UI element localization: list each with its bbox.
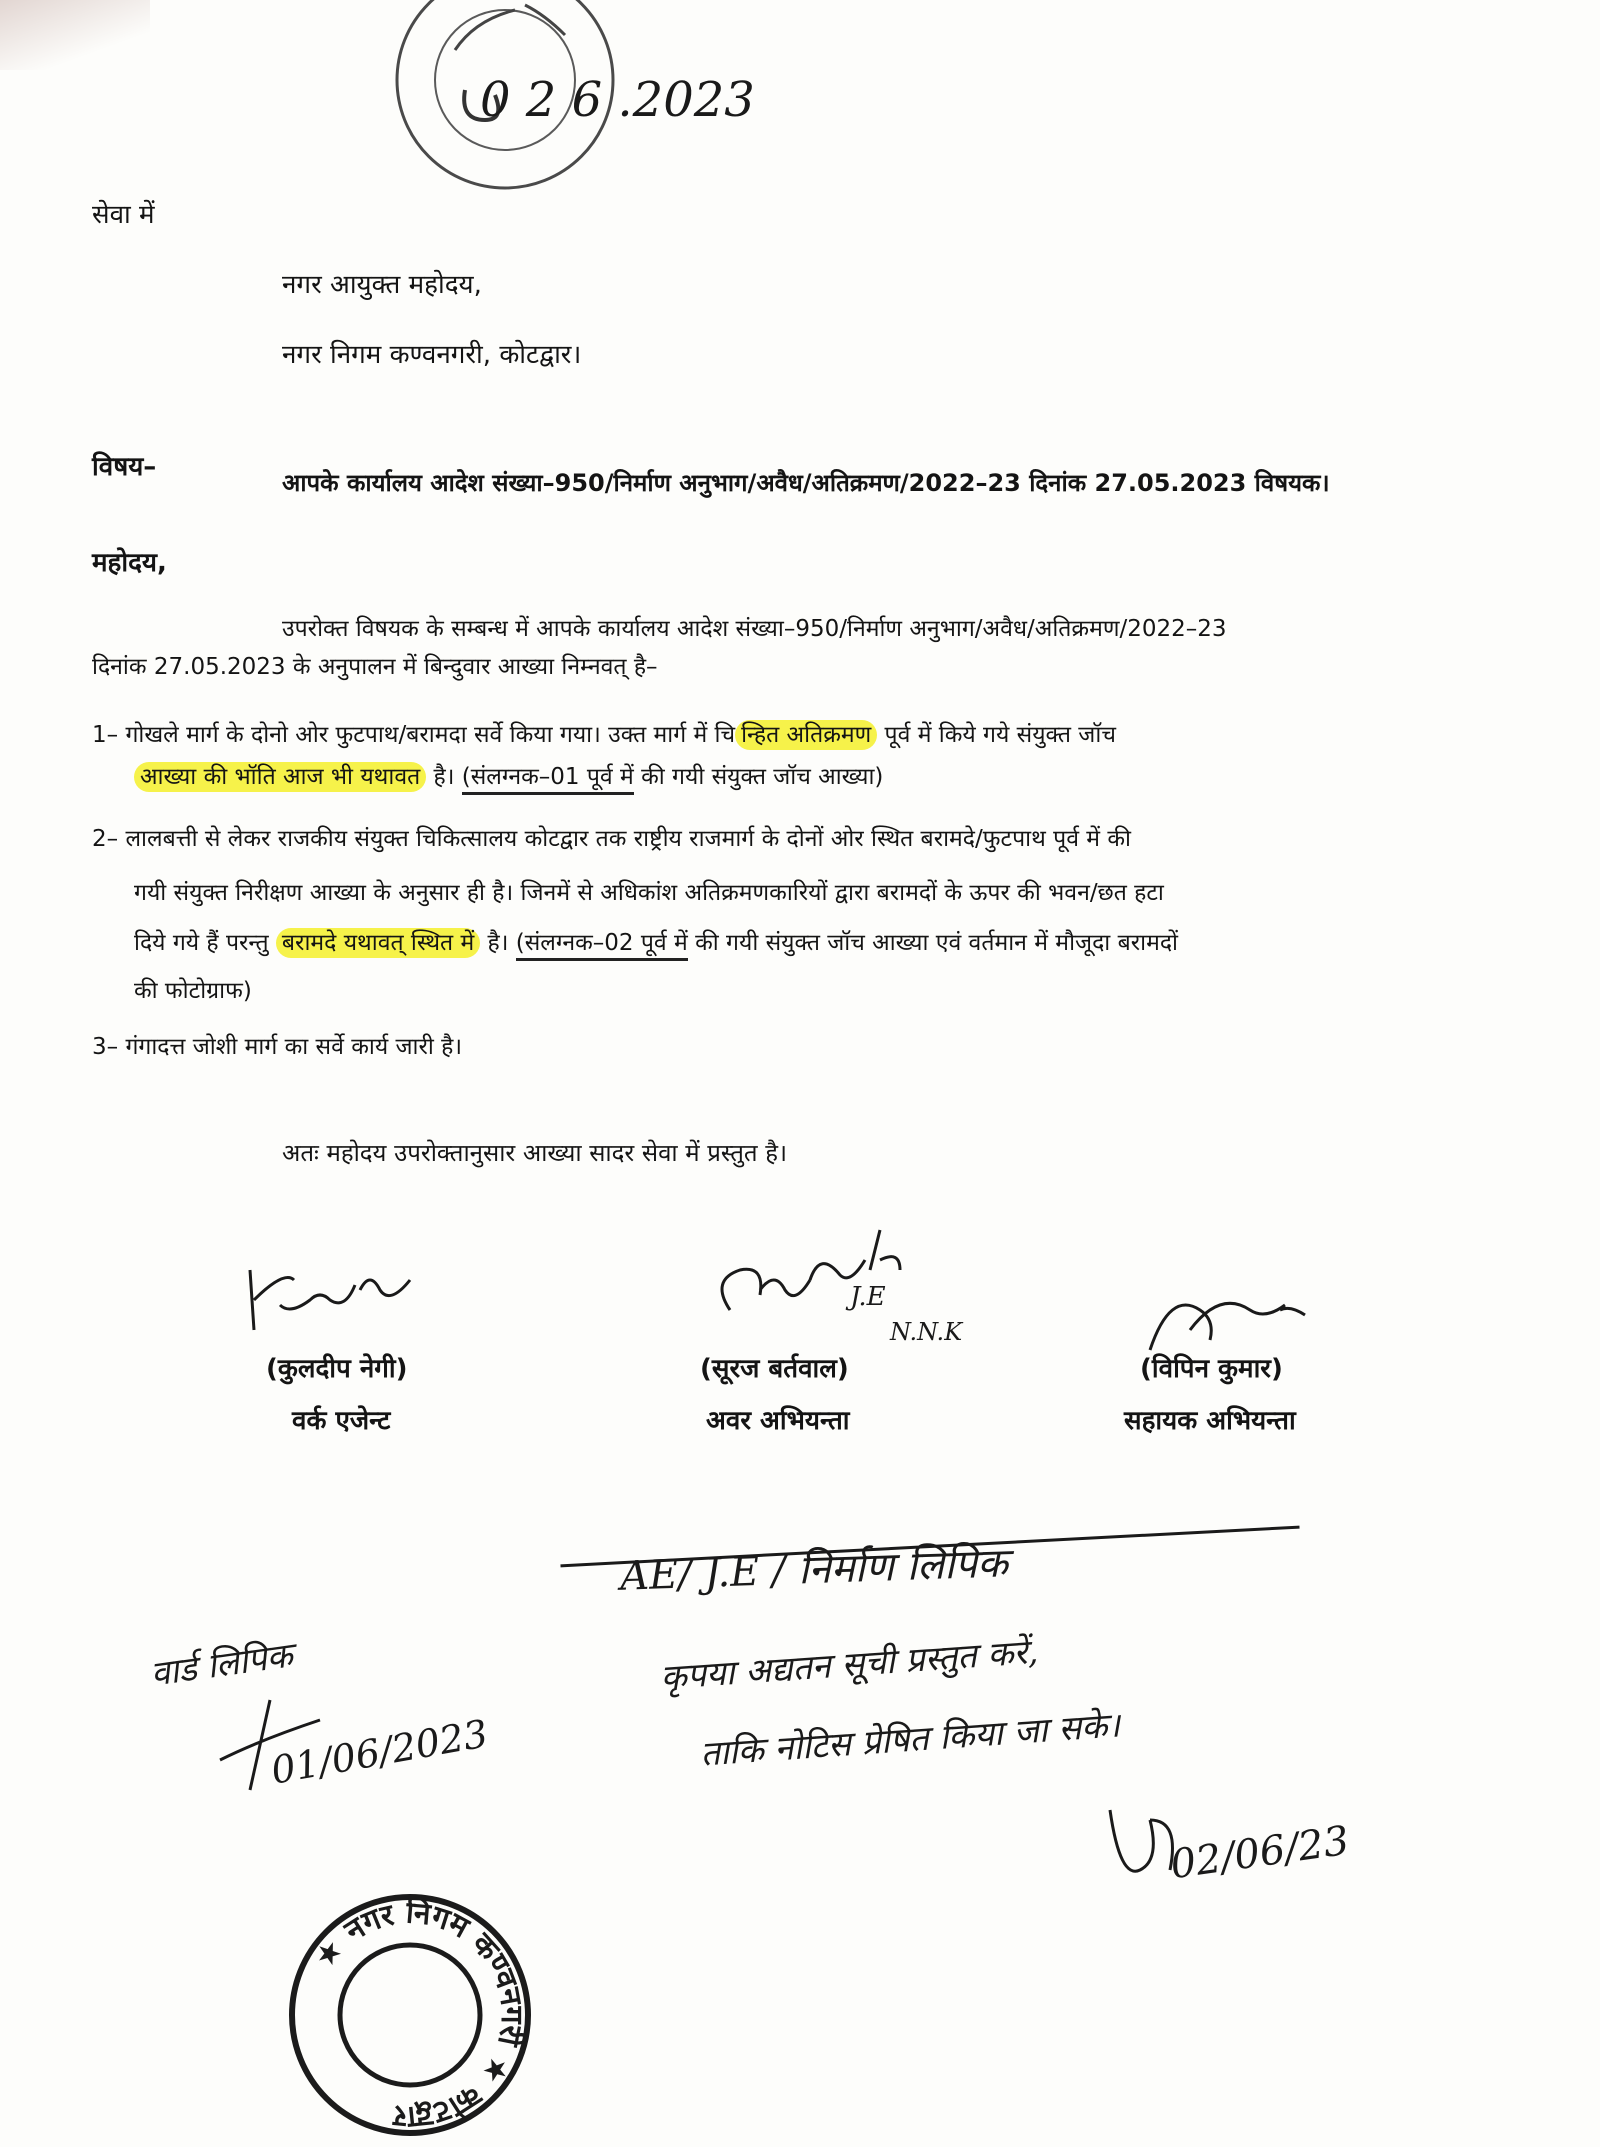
handwritten-ward-clerk: वार्ड लिपिक [148,1635,296,1695]
signatory-1-designation: वर्क एजेन्ट [292,1406,391,1436]
highlight-verandah-status: बरामदे यथावत् स्थित में [276,928,480,958]
signatory-2-designation: अवर अभियन्ता [706,1406,850,1436]
intro-line2: दिनांक 27.05.2023 के अनुपालन में बिन्दुवार आख्या निम्नवत् है– [92,654,658,680]
point-1-text-d: की गयी संयुक्त जॉच आख्या) [633,764,884,790]
annotation-nnk: N.N.K [890,1318,963,1346]
point-2-text-b: है। [480,930,516,956]
annexure-02-ref: (संलग्नक–02 पूर्व में [516,930,688,961]
highlight-status-unchanged: आख्या की भॉति आज भी यथावत [134,762,426,792]
annexure-01-ref: (संलग्नक–01 पूर्व में [462,764,634,795]
signature-kuldeep [240,1250,440,1340]
stamp-ring-text: ★ नगर निगम कण्वनगरी ★ कोटद्वार [307,1895,530,2135]
handwritten-addressees: AE/ J.E / निर्माण लिपिक [619,1540,1009,1600]
received-date: 0 2 6 .2023 [480,72,755,128]
point-2-line2: गयी संयुक्त निरीक्षण आख्या के अनुसार ही है। जिनमें से अधिकांश अतिक्रमणकारियों द्वारा बरामदों के ऊपर की भवन/छत हटा [134,880,1164,906]
subject-label: विषय– [92,452,157,482]
signature-vipin [1140,1270,1340,1360]
highlight-encroachment: न्हित अतिक्रमण [735,720,877,750]
recipient-line1: नगर आयुक्त महोदय, [282,270,482,300]
signatory-1-name: (कुलदीप नेगी) [266,1354,408,1384]
point-2-line3 [134,926,1178,960]
handwritten-instruction-2: ताकि नोटिस प्रेषित किया जा सके। [699,1705,1122,1775]
point-3: 3– गंगादत्त जोशी मार्ग का सर्वे कार्य जारी है। [92,1034,463,1060]
point-1-text-a: 1– गोखले मार्ग के दोनो ओर फुटपाथ/बरामदा सर्वे किया गया। उक्त मार्ग में चि [92,722,736,748]
point-2-line4: की फोटोग्राफ) [134,978,252,1004]
closing-line: अतः महोदय उपरोक्तानुसार आख्या सादर सेवा में प्रस्तुत है। [282,1139,788,1167]
point-1-line1 [92,718,1116,752]
signatory-3-name: (विपिन कुमार) [1140,1354,1283,1384]
intro-line1: उपरोक्त विषयक के सम्बन्ध में आपके कार्यालय आदेश संख्या–950/निर्माण अनुभाग/अवैध/अतिक्रमण/2022–23 [282,616,1227,642]
point-2-line1: 2– लालबत्ती से लेकर राजकीय संयुक्त चिकित्सालय कोटद्वार तक राष्ट्रीय राजमार्ग के दोनों ओर स्थित बरामदे/फुटपाथ पूर्व में की [92,826,1131,852]
subject-text: आपके कार्यालय आदेश संख्या–950/निर्माण अनुभाग/अवैध/अतिक्रमण/2022–23 दिनांक 27.05.2023 विषयक। [282,469,1330,497]
point-2-text-a: दिये गये हैं परन्तु [134,930,276,956]
page-shadow [0,0,150,70]
point-1-line2 [134,760,883,794]
salutation: सेवा में [92,200,155,230]
signatory-3-designation: सहायक अभियन्ता [1124,1406,1296,1436]
annotation-je: J.E [850,1282,886,1312]
point-1-text-b: पूर्व में किये गये संयुक्त जॉच [877,722,1116,748]
handwritten-right-date: 02/06/23 [1167,1817,1352,1889]
municipal-corporation-stamp [285,1890,535,2140]
greeting: महोदय, [92,548,167,578]
point-1-text-c: है। [426,764,462,790]
recipient-line2: नगर निगम कण्वनगरी, कोटद्वार। [282,340,582,370]
signatory-2-name: (सूरज बर्तवाल) [700,1354,849,1384]
handwritten-left-date: 01/06/2023 [267,1711,492,1793]
point-2-text-c: की गयी संयुक्त जॉच आख्या एवं वर्तमान में मौजूदा बरामदों [687,930,1178,956]
handwritten-instruction-1: कृपया अद्यतन सूची प्रस्तुत करें, [659,1631,1040,1699]
